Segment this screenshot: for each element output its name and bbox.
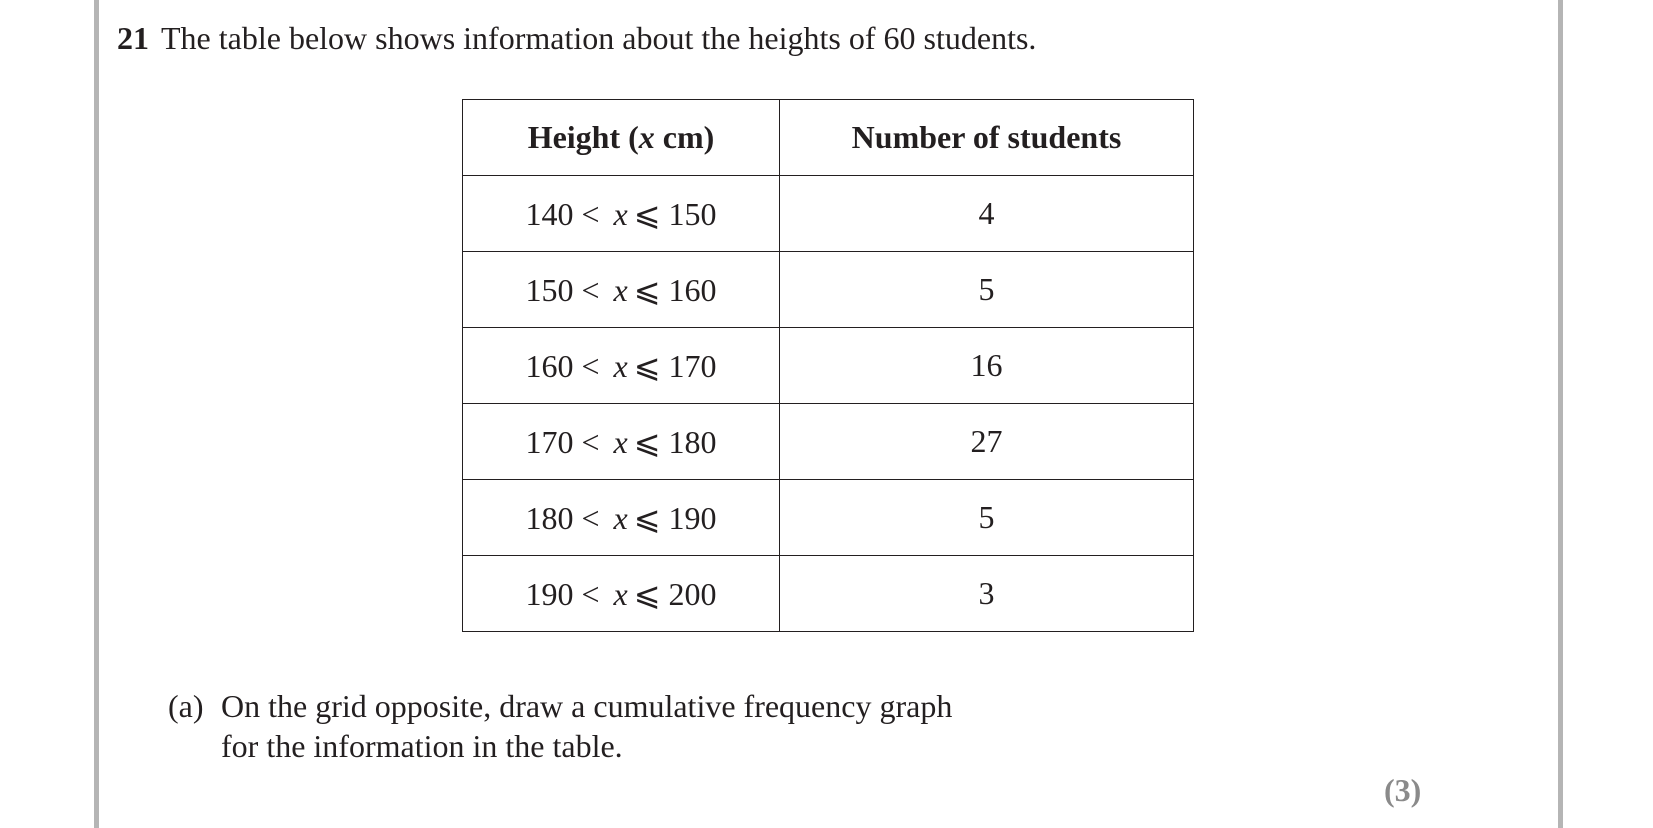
- height-interval: 170 < x ⩽ 180: [463, 404, 780, 480]
- table-row: [463, 480, 1194, 556]
- table-row: [463, 176, 1194, 252]
- heights-table: [462, 99, 1194, 632]
- question-text: The table below shows information about the heights of 60 students.: [161, 20, 1037, 56]
- height-interval: 160 < x ⩽ 170: [463, 328, 780, 404]
- marks-label: (3): [1384, 772, 1422, 808]
- left-margin-bar: [94, 0, 99, 828]
- part-a-line-2: for the information in the table.: [221, 728, 623, 764]
- table-row: [463, 328, 1194, 404]
- table-row: [463, 556, 1194, 632]
- student-count: 16: [780, 328, 1194, 404]
- right-margin-bar: [1558, 0, 1563, 828]
- student-count: 5: [780, 252, 1194, 328]
- height-interval: 190 < x ⩽ 200: [463, 556, 780, 632]
- height-interval: 180 < x ⩽ 190: [463, 480, 780, 556]
- table-row: [463, 252, 1194, 328]
- table-header-row: [463, 100, 1194, 176]
- header-number-of-students: Number of students: [780, 100, 1194, 176]
- student-count: 4: [780, 176, 1194, 252]
- student-count: 27: [780, 404, 1194, 480]
- student-count: 5: [780, 480, 1194, 556]
- table-row: [463, 404, 1194, 480]
- height-interval: 140 < x ⩽ 150: [463, 176, 780, 252]
- question-number: 21: [117, 20, 149, 56]
- part-a-text: [221, 686, 1021, 766]
- height-interval: 150 < x ⩽ 160: [463, 252, 780, 328]
- student-count: 3: [780, 556, 1194, 632]
- part-a-label: (a): [168, 688, 204, 724]
- header-height: Height (x cm): [463, 100, 780, 176]
- part-a-line-1: On the grid opposite, draw a cumulative frequency graph: [221, 688, 953, 724]
- question-line: [117, 16, 1036, 60]
